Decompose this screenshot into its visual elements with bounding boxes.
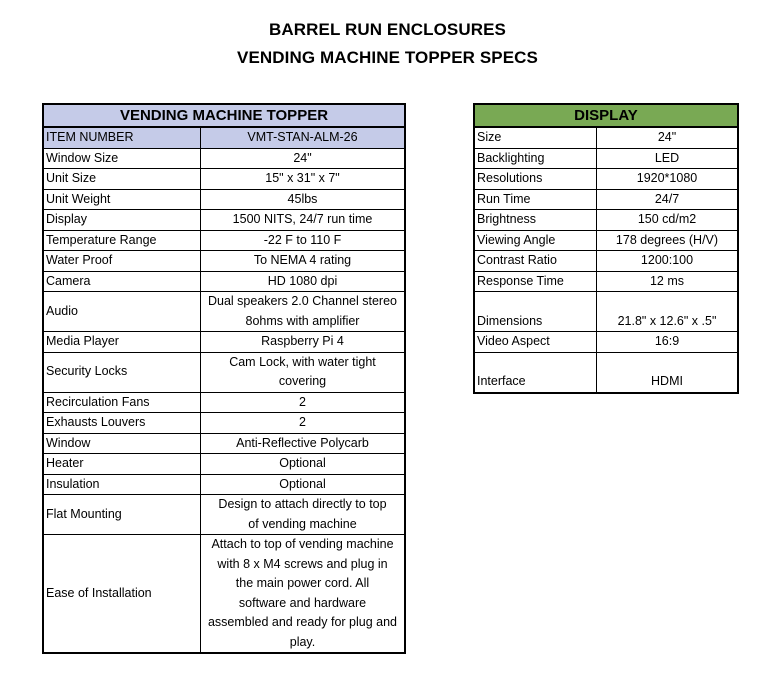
display-spec-value: 1200:100: [597, 251, 739, 272]
topper-spec-label: ITEM NUMBER: [43, 127, 201, 148]
topper-spec-value-line: Cam Lock, with water tight: [229, 354, 376, 369]
topper-spec-value: 2: [201, 413, 406, 434]
topper-spec-value-line: play.: [289, 634, 316, 649]
topper-spec-label: Window: [43, 433, 201, 454]
topper-spec-row: [43, 210, 405, 231]
topper-spec-label: Recirculation Fans: [43, 392, 201, 413]
display-spec-value: LED: [597, 148, 739, 169]
display-spec-value: 24/7: [597, 189, 739, 210]
display-spec-row: [474, 169, 738, 190]
topper-spec-value-line: 8ohms with amplifier: [245, 313, 360, 328]
topper-spec-row: [43, 474, 405, 495]
display-spec-value: 24": [597, 127, 739, 148]
topper-spec-value: [201, 535, 406, 654]
topper-spec-row: [43, 392, 405, 413]
topper-spec-label: Exhausts Louvers: [43, 413, 201, 434]
topper-spec-value: To NEMA 4 rating: [201, 251, 406, 272]
display-spec-row: [474, 127, 738, 148]
topper-spec-value-line: the main power cord. All: [235, 576, 370, 590]
topper-spec-value: 1500 NITS, 24/7 run time: [201, 210, 406, 231]
display-spec-label: Backlighting: [474, 148, 597, 169]
display-spec-value: 178 degrees (H/V): [597, 230, 739, 251]
display-spec-label: Response Time: [474, 271, 597, 292]
topper-spec-value-line: with 8 x M4 screws and plug in: [217, 556, 388, 571]
topper-spec-row: [43, 433, 405, 454]
display-spec-row: [474, 352, 738, 393]
topper-spec-value: [201, 495, 406, 535]
topper-spec-row: [43, 352, 405, 392]
display-spec-value: 150 cd/m2: [597, 210, 739, 231]
topper-header: VENDING MACHINE TOPPER: [43, 104, 405, 127]
display-spec-row: [474, 230, 738, 251]
display-spec-value: 12 ms: [597, 271, 739, 292]
display-header-row: [474, 104, 738, 127]
document-title: BARREL RUN ENCLOSURES: [269, 20, 506, 39]
topper-spec-value-line: covering: [278, 374, 327, 388]
topper-spec-value: Raspberry Pi 4: [201, 332, 406, 353]
display-spec-value: 16:9: [597, 332, 739, 353]
topper-spec-label: Water Proof: [43, 251, 201, 272]
topper-spec-value-line: Attach to top of vending machine: [211, 537, 394, 551]
topper-spec-value: Anti-Reflective Polycarb: [201, 433, 406, 454]
topper-spec-row: [43, 251, 405, 272]
display-spec-row: [474, 271, 738, 292]
topper-spec-label: Ease of Installation: [43, 535, 201, 654]
display-spec-label: Brightness: [474, 210, 597, 231]
display-spec-row: [474, 189, 738, 210]
topper-spec-value: [201, 352, 406, 392]
topper-spec-row: [43, 230, 405, 251]
topper-spec-value: -22 F to 110 F: [201, 230, 406, 251]
topper-spec-value: VMT-STAN-ALM-26: [201, 127, 406, 148]
topper-spec-value-line: software and hardware: [238, 595, 367, 610]
topper-spec-value-line: assembled and ready for plug and: [207, 615, 397, 629]
display-spec-row: [474, 332, 738, 353]
topper-spec-row: [43, 495, 405, 535]
display-spec-label: Size: [474, 127, 597, 148]
topper-spec-label: Insulation: [43, 474, 201, 495]
topper-spec-label: Window Size: [43, 148, 201, 169]
topper-spec-label: Camera: [43, 271, 201, 292]
topper-spec-row: [43, 413, 405, 434]
topper-spec-label: Security Locks: [43, 352, 201, 392]
topper-spec-row: [43, 535, 405, 654]
topper-spec-value: 2: [201, 392, 406, 413]
display-spec-row: [474, 292, 738, 332]
display-spec-label: Interface: [474, 352, 597, 393]
vending-machine-topper-table: [42, 103, 406, 654]
display-spec-value: 21.8" x 12.6" x .5": [597, 292, 739, 332]
display-spec-value: 1920*1080: [597, 169, 739, 190]
topper-header-row: [43, 104, 405, 127]
topper-spec-row: [43, 169, 405, 190]
topper-spec-value: HD 1080 dpi: [201, 271, 406, 292]
display-spec-value: HDMI: [597, 352, 739, 393]
topper-spec-value-line: of vending machine: [248, 516, 357, 531]
topper-spec-row: [43, 271, 405, 292]
topper-spec-row: [43, 189, 405, 210]
topper-spec-value: Optional: [201, 474, 406, 495]
topper-spec-value: Optional: [201, 454, 406, 475]
topper-spec-value: 45lbs: [201, 189, 406, 210]
display-spec-row: [474, 148, 738, 169]
display-spec-label: Resolutions: [474, 169, 597, 190]
topper-spec-label: Display: [43, 210, 201, 231]
topper-spec-value-line: Design to attach directly to top: [218, 497, 387, 511]
display-spec-label: Dimensions: [474, 292, 597, 332]
topper-spec-value: 15" x 31" x 7": [201, 169, 406, 190]
display-spec-label: Contrast Ratio: [474, 251, 597, 272]
topper-spec-label: Flat Mounting: [43, 495, 201, 535]
topper-spec-row: [43, 454, 405, 475]
topper-spec-row: [43, 148, 405, 169]
display-header: DISPLAY: [474, 104, 738, 127]
display-spec-label: Run Time: [474, 189, 597, 210]
topper-spec-label: Audio: [43, 292, 201, 332]
display-spec-row: [474, 210, 738, 231]
topper-spec-row: [43, 292, 405, 332]
topper-spec-row: [43, 127, 405, 148]
topper-spec-value: [201, 292, 406, 332]
topper-spec-label: Media Player: [43, 332, 201, 353]
display-spec-label: Video Aspect: [474, 332, 597, 353]
topper-spec-label: Unit Weight: [43, 189, 201, 210]
document-subtitle: VENDING MACHINE TOPPER SPECS: [237, 48, 538, 67]
topper-spec-label: Heater: [43, 454, 201, 475]
display-table: [473, 103, 739, 394]
topper-spec-value-line: Dual speakers 2.0 Channel stereo: [207, 294, 397, 308]
topper-spec-label: Temperature Range: [43, 230, 201, 251]
topper-spec-label: Unit Size: [43, 169, 201, 190]
topper-spec-value: 24": [201, 148, 406, 169]
display-spec-row: [474, 251, 738, 272]
topper-spec-row: [43, 332, 405, 353]
display-spec-label: Viewing Angle: [474, 230, 597, 251]
